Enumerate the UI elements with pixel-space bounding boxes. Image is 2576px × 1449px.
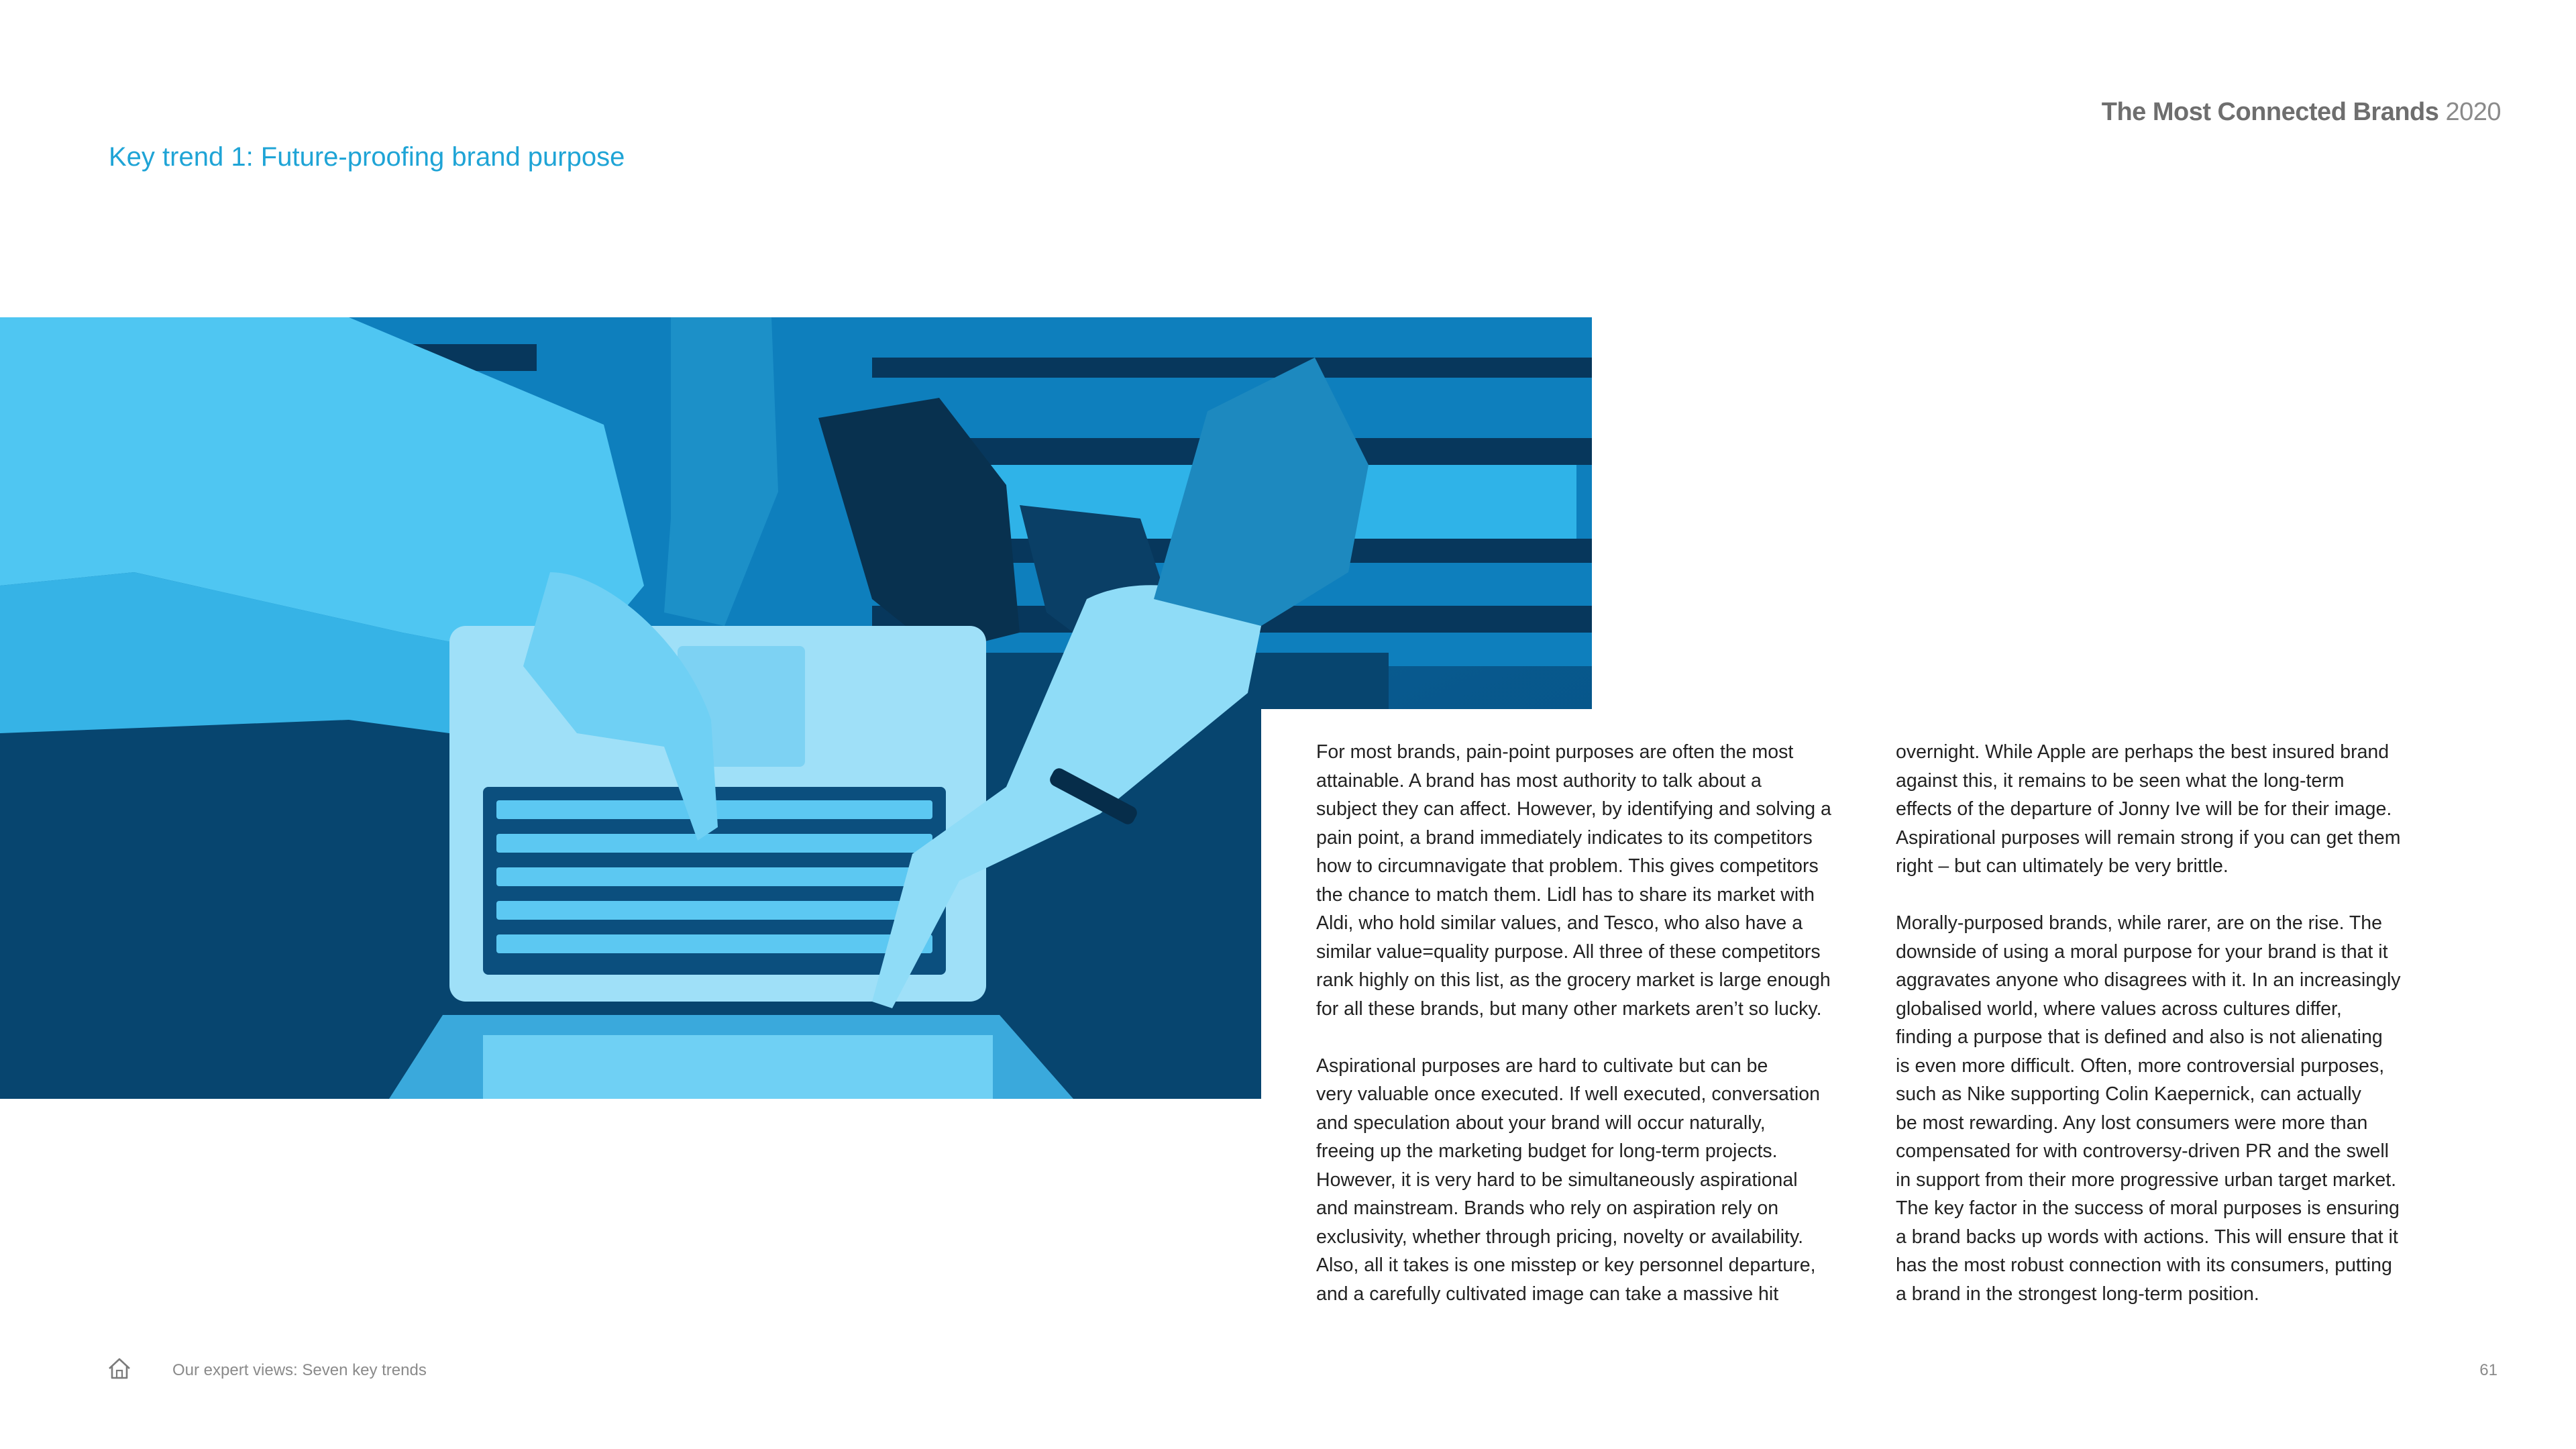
home-icon-graphic — [106, 1355, 133, 1382]
text-line: exclusivity, whether through pricing, novelty or availability. — [1316, 1226, 1804, 1248]
text-line: attainable. A brand has most authority to talk about a — [1316, 769, 1762, 792]
publication-year: 2020 — [2445, 98, 2501, 126]
text-line: has the most robust connection with its consumers, putting — [1896, 1254, 2392, 1276]
home-icon[interactable] — [106, 1355, 133, 1382]
text-line: a brand in the strongest long-term position. — [1896, 1283, 2259, 1305]
text-line: be most rewarding. Any lost consumers were more than — [1896, 1112, 2368, 1134]
article-column-1 — [1316, 738, 1880, 1337]
article-column-2 — [1896, 738, 2459, 1337]
text-line: For most brands, pain-point purposes are often the most — [1316, 741, 1794, 763]
text-line: However, it is very hard to be simultaneously aspirational — [1316, 1169, 1798, 1191]
column-2-paragraph-2 — [1896, 909, 2459, 1308]
text-line: Aspirational purposes will remain strong if you can get them — [1896, 826, 2401, 849]
footer-section-link[interactable]: Our expert views: Seven key trends — [172, 1361, 427, 1379]
column-1-paragraph-2 — [1316, 1052, 1880, 1309]
text-line: downside of using a moral purpose for your brand is that it — [1896, 941, 2388, 963]
column-1-paragraph-1 — [1316, 738, 1880, 1023]
text-line: effects of the departure of Jonny Ive will be for their image. — [1896, 798, 2392, 820]
text-line: aggravates anyone who disagrees with it. In an increasingly — [1896, 969, 2401, 991]
text-line: Aspirational purposes are hard to cultivate but can be — [1316, 1055, 1768, 1077]
text-line: compensated for with controversy-driven PR and the swell — [1896, 1140, 2390, 1162]
publication-title — [2102, 98, 2501, 127]
text-line: a brand backs up words with actions. This will ensure that it — [1896, 1226, 2398, 1248]
text-line: and speculation about your brand will occur naturally, — [1316, 1112, 1766, 1134]
text-line: pain point, a brand immediately indicates to its competitors — [1316, 826, 1813, 849]
text-line: Also, all it takes is one misstep or key personnel departure, — [1316, 1254, 1816, 1276]
text-line: is even more difficult. Often, more controversial purposes, — [1896, 1055, 2385, 1077]
text-line: Aldi, who hold similar values, and Tesco, who also have a — [1316, 912, 1803, 934]
text-line: right – but can ultimately be very brittle. — [1896, 855, 2229, 877]
text-line: freeing up the marketing budget for long-term projects. — [1316, 1140, 1778, 1162]
text-line: the chance to match them. Lidl has to share its market with — [1316, 883, 1815, 906]
text-line: such as Nike supporting Colin Kaepernick, can actually — [1896, 1083, 2361, 1105]
section-title: Key trend 1: Future-proofing brand purpose — [109, 142, 625, 172]
column-2-paragraph-1 — [1896, 738, 2459, 881]
text-line: and mainstream. Brands who rely on aspiration rely on — [1316, 1197, 1779, 1219]
text-line: finding a purpose that is defined and also is not alienating — [1896, 1026, 2383, 1048]
text-line: and a carefully cultivated image can take a massive hit — [1316, 1283, 1779, 1305]
text-line: subject they can affect. However, by identifying and solving a — [1316, 798, 1831, 820]
text-line: how to circumnavigate that problem. This gives competitors — [1316, 855, 1819, 877]
text-line: similar value=quality purpose. All three of these competitors — [1316, 941, 1821, 963]
text-line: in support from their more progressive urban target market. — [1896, 1169, 2397, 1191]
text-line: The key factor in the success of moral purposes is ensuring — [1896, 1197, 2400, 1219]
text-line: overnight. While Apple are perhaps the best insured brand — [1896, 741, 2390, 763]
text-line: for all these brands, but many other markets aren’t so lucky. — [1316, 998, 1822, 1020]
text-line: Morally-purposed brands, while rarer, are on the rise. The — [1896, 912, 2382, 934]
text-line: globalised world, where values across cultures differ, — [1896, 998, 2342, 1020]
publication-title-strong: The Most Connected Brands — [2101, 98, 2439, 126]
text-line: rank highly on this list, as the grocery market is large enough — [1316, 969, 1831, 991]
text-line: very valuable once executed. If well executed, conversation — [1316, 1083, 1820, 1105]
page-number: 61 — [2479, 1361, 2498, 1379]
text-line: against this, it remains to be seen what the long-term — [1896, 769, 2345, 792]
